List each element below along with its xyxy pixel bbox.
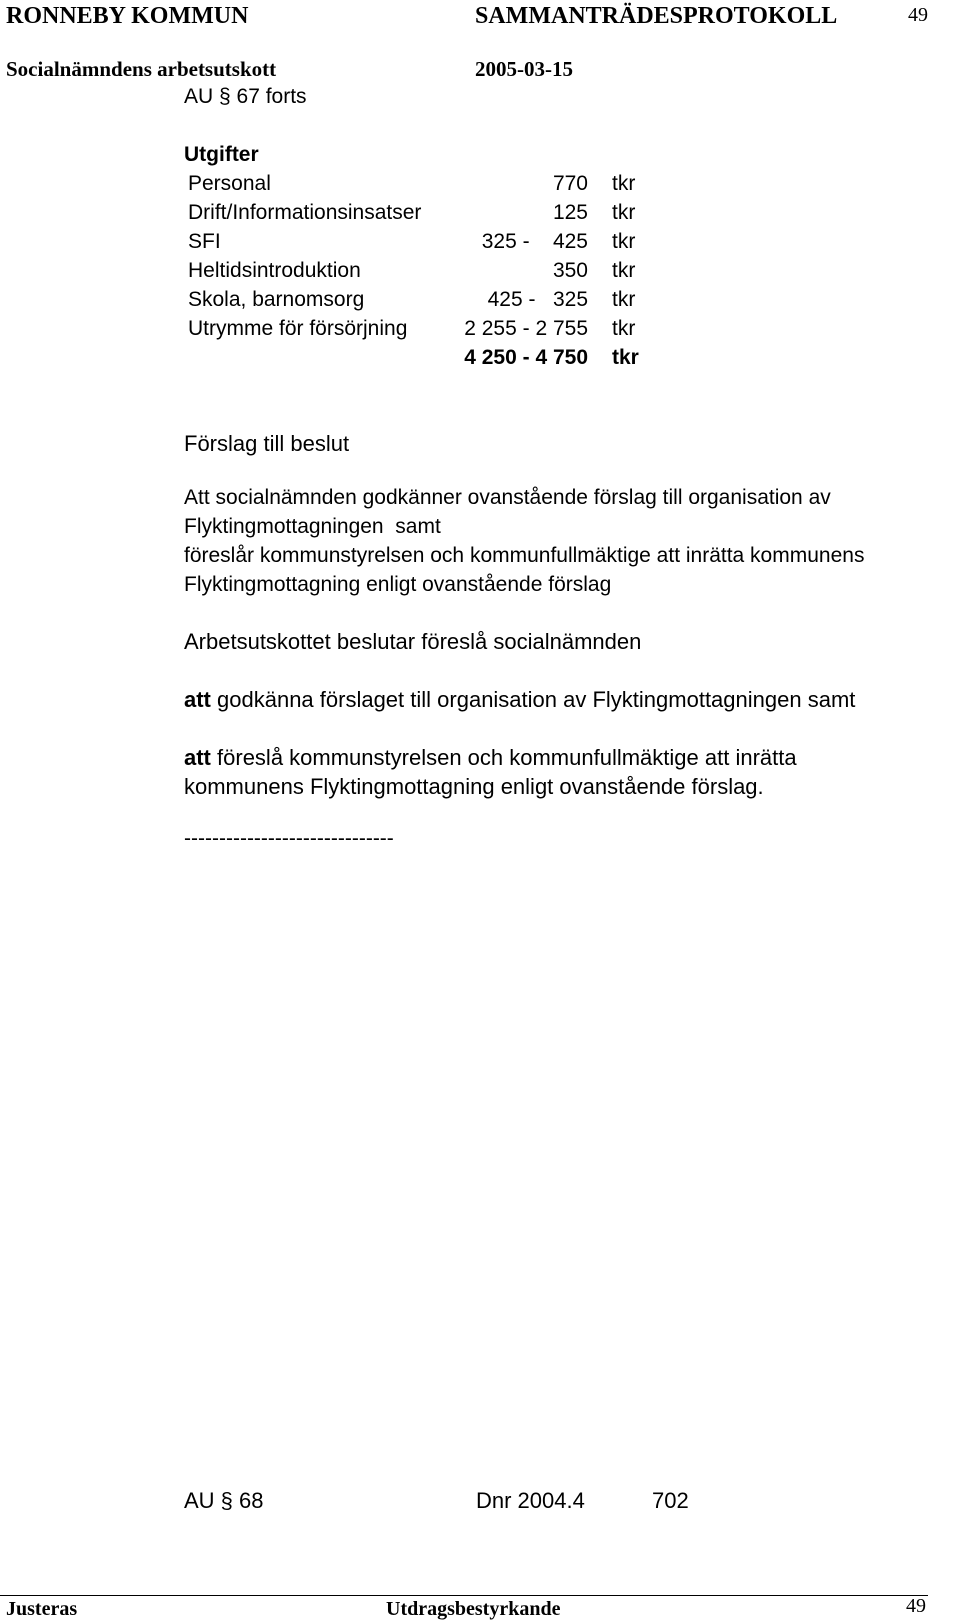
footer-rule: [0, 1595, 928, 1596]
decision-intro: Arbetsutskottet beslutar föreslå socialnämnden: [184, 629, 642, 654]
proposal-line: Att socialnämnden godkänner ovanstående förslag till organisation av: [184, 486, 831, 509]
expense-unit: tkr: [612, 317, 636, 340]
expense-label: Utrymme för försörjning: [188, 317, 408, 340]
footer-justeras: Justeras: [6, 1598, 78, 1620]
expense-row: [188, 169, 668, 199]
diary-number: Dnr 2004.4: [476, 1488, 585, 1513]
decision-keyword: att: [184, 687, 211, 712]
expense-label: Skola, barnomsorg: [188, 288, 365, 311]
expense-unit: tkr: [612, 230, 636, 253]
decision-text-continued: kommunens Flyktingmottagning enligt ovanstående förslag.: [184, 774, 764, 799]
expense-row: [188, 256, 668, 286]
expense-total-unit: tkr: [612, 346, 639, 369]
meeting-date: 2005-03-15: [475, 57, 573, 81]
proposal-heading: Förslag till beslut: [184, 431, 350, 456]
decision-text: godkänna förslaget till organisation av Flyktingmottagningen samt: [217, 687, 856, 712]
expense-amount: 325 - 425: [481, 230, 588, 253]
expense-row: [188, 285, 668, 315]
expense-row: [188, 314, 668, 344]
expense-amount: 350: [552, 259, 588, 282]
expense-amount: 125: [552, 201, 588, 224]
footer-utdragsbestyrkande: Utdragsbestyrkande: [386, 1598, 561, 1620]
expense-unit: tkr: [612, 288, 636, 311]
expense-unit: tkr: [612, 172, 636, 195]
proposal-line: föreslår kommunstyrelsen och kommunfullmäktige att inrätta kommunens: [184, 544, 865, 567]
committee-name: Socialnämndens arbetsutskott: [6, 57, 277, 81]
expense-label: Drift/Informationsinsatser: [188, 201, 422, 224]
expense-unit: tkr: [612, 259, 636, 282]
decision-item: [184, 686, 855, 714]
expense-unit: tkr: [612, 201, 636, 224]
section-reference: AU § 67 forts: [184, 85, 307, 108]
proposal-line: Flyktingmottagning enligt ovanstående förslag: [184, 573, 612, 596]
expense-amount: 425 - 325: [487, 288, 588, 311]
expense-total-amount: 4 250 - 4 750: [464, 346, 588, 369]
separator-line: ------------------------------: [184, 827, 394, 850]
decision-keyword: att: [184, 745, 211, 770]
expense-row: [188, 198, 668, 228]
expense-label: Personal: [188, 172, 271, 195]
expense-amount: 2 255 - 2 755: [464, 317, 588, 340]
footer-page-number: 49: [906, 1595, 926, 1617]
expense-total-row: [188, 343, 668, 373]
decision-item: [184, 744, 797, 772]
page-number: 49: [908, 4, 928, 26]
diary-number-suffix: 702: [652, 1488, 689, 1513]
expense-label: Heltidsintroduktion: [188, 259, 361, 282]
next-section-reference: AU § 68: [184, 1488, 264, 1513]
expense-row: [188, 227, 668, 257]
expense-amount: 770: [552, 172, 588, 195]
decision-text: föreslå kommunstyrelsen och kommunfullmäktige att inrätta: [217, 745, 797, 770]
document-type: SAMMANTRÄDESPROTOKOLL: [475, 3, 838, 29]
expenses-heading: Utgifter: [184, 143, 259, 166]
organization-name: RONNEBY KOMMUN: [6, 3, 249, 29]
expense-label: SFI: [188, 230, 221, 253]
proposal-line: Flyktingmottagningen samt: [184, 515, 441, 538]
